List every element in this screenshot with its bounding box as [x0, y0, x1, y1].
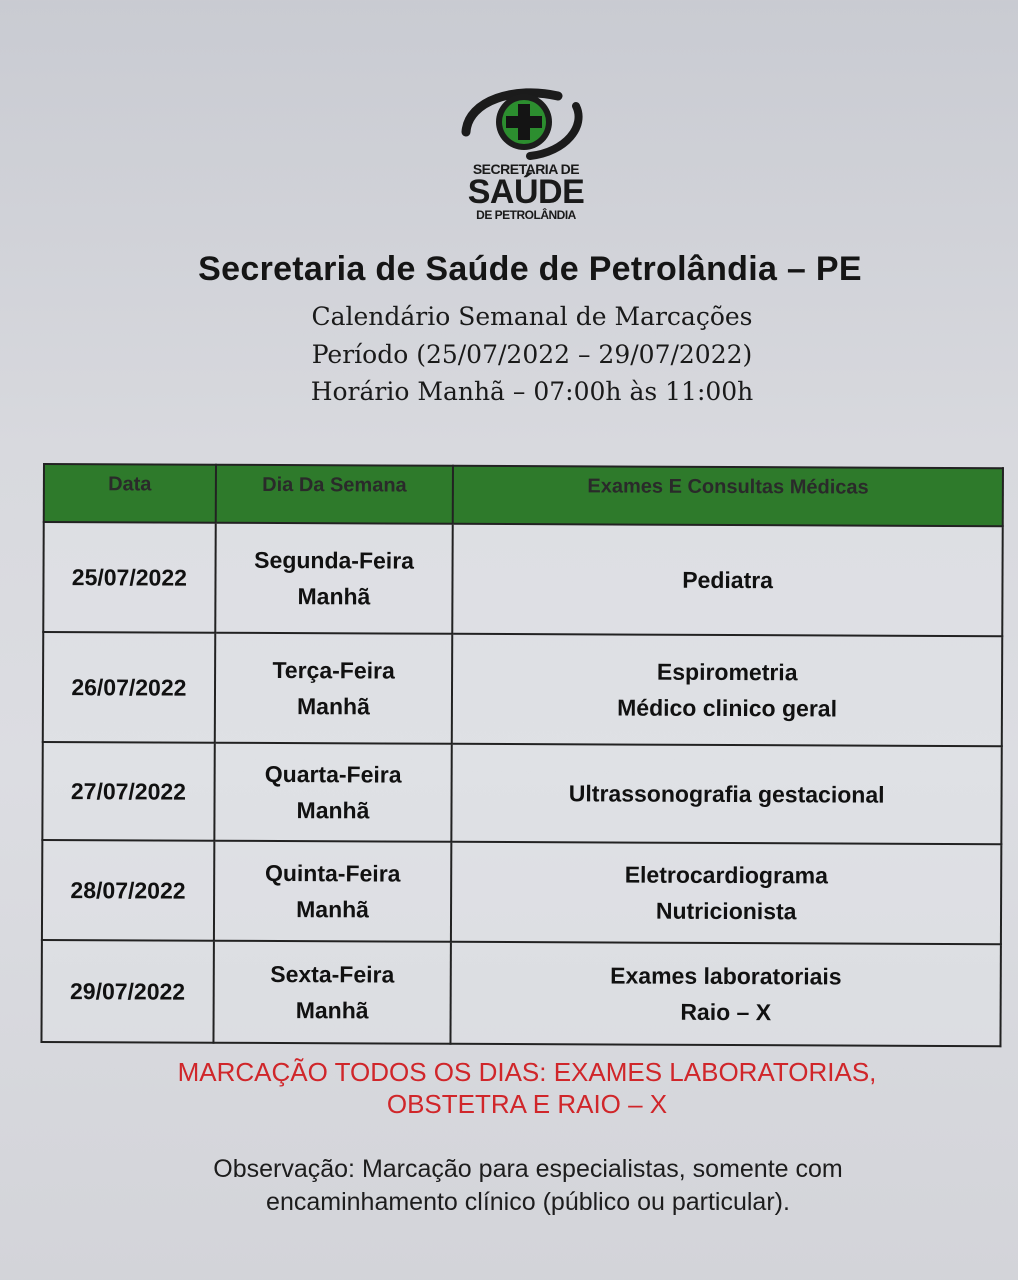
- exam-item: Exames laboratoriais: [610, 962, 842, 990]
- cell-date: 25/07/2022: [43, 522, 215, 633]
- column-header-exams: Exames E Consultas Médicas: [453, 466, 1003, 526]
- cell-exams: [451, 842, 1001, 944]
- cell-date: 27/07/2022: [42, 742, 214, 841]
- table-row: [42, 742, 1001, 844]
- observation-line: Observação: Marcação para especialistas, somente com: [213, 1155, 843, 1183]
- schedule-time: Horário Manhã – 07:00h às 11:00h: [310, 377, 754, 406]
- health-secretariat-logo: [446, 86, 606, 226]
- cell-date: 29/07/2022: [41, 940, 213, 1043]
- weekday-shift: Manhã: [296, 797, 370, 824]
- weekday-name: Sexta-Feira: [270, 960, 395, 988]
- logo-text-secretaria: SECRETARIA DE: [472, 161, 580, 177]
- cell-weekday: [214, 841, 452, 942]
- exam-item: Ultrassonografia gestacional: [568, 780, 885, 808]
- cell-weekday: [213, 941, 451, 1044]
- logo-text-saude: SAÚDE: [467, 173, 585, 211]
- exam-item: Pediatra: [682, 566, 774, 594]
- medical-cross-icon: [446, 86, 606, 166]
- cell-date: 26/07/2022: [43, 632, 215, 743]
- table-row: [43, 632, 1002, 746]
- column-header-weekday: Dia Da Semana: [216, 465, 454, 524]
- cell-exams: [452, 744, 1002, 844]
- observation-note: [0, 1153, 1018, 1219]
- period-range: Período (25/07/2022 – 29/07/2022): [311, 340, 753, 369]
- exam-item: Nutricionista: [655, 897, 797, 925]
- column-header-date: Data: [44, 464, 216, 523]
- weekday-shift: Manhã: [295, 997, 369, 1024]
- weekday-shift: Manhã: [296, 896, 370, 923]
- cell-exams: [452, 634, 1002, 746]
- table-row: [41, 940, 1000, 1046]
- weekday-shift: Manhã: [296, 693, 370, 720]
- cell-exams: [451, 942, 1001, 1046]
- exam-item: Espirometria: [656, 658, 798, 686]
- table-header-row: [44, 464, 1003, 526]
- weekday-shift: Manhã: [297, 583, 371, 610]
- cell-weekday: [214, 743, 452, 842]
- weekday-name: Quinta-Feira: [264, 859, 401, 887]
- cell-weekday: [215, 633, 453, 744]
- table-row: [43, 522, 1002, 636]
- cell-date: 28/07/2022: [42, 840, 214, 941]
- exam-item: Raio – X: [680, 998, 772, 1026]
- exam-item: Médico clinico geral: [617, 694, 838, 722]
- logo-text-petrolandia: DE PETROLÂNDIA: [476, 208, 576, 222]
- notice-line: MARCAÇÃO TODOS OS DIAS: EXAMES LABORATORIAS,: [177, 1057, 877, 1087]
- weekday-name: Segunda-Feira: [254, 546, 415, 574]
- table-row: [42, 840, 1001, 944]
- cell-weekday: [215, 523, 453, 634]
- daily-booking-notice: [0, 1056, 1018, 1120]
- exam-item: Eletrocardiograma: [624, 861, 829, 889]
- schedule-table: [40, 463, 1004, 1047]
- weekday-name: Terça-Feira: [272, 657, 395, 684]
- weekday-name: Quarta-Feira: [264, 760, 402, 788]
- notice-line: OBSTETRA E RAIO – X: [386, 1089, 668, 1119]
- cell-exams: [453, 524, 1003, 636]
- calendar-subtitle: Calendário Semanal de Marcações: [311, 302, 753, 331]
- page-title: Secretaria de Saúde de Petrolândia – PE: [198, 250, 862, 288]
- observation-line: encaminhamento clínico (público ou particular).: [266, 1188, 790, 1216]
